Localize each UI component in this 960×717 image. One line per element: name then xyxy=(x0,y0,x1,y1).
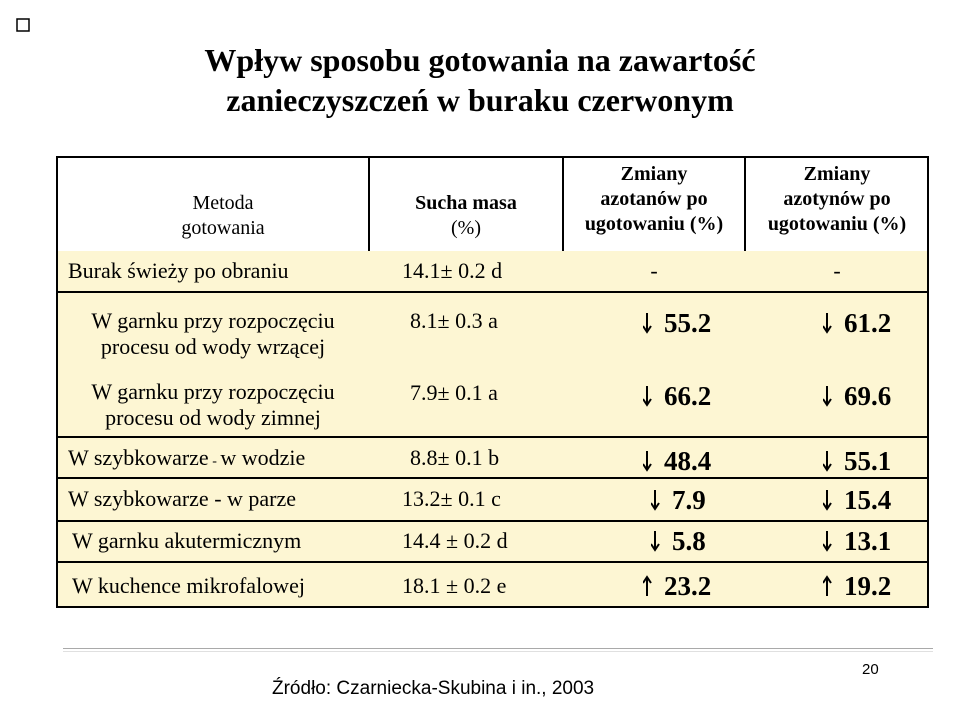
row-5-method: W garnku akutermicznym xyxy=(72,528,302,553)
row-6-nitrate: 23.2 xyxy=(643,571,711,601)
row-2-nitrite: 69.6 xyxy=(823,381,891,411)
row-2-dry: 7.9± 0.1 a xyxy=(410,380,498,405)
row-1-dry: 8.1± 0.3 a xyxy=(410,308,498,333)
fresh-dry: 14.1± 0.2 d xyxy=(402,258,503,283)
footer-divider-shadow xyxy=(63,651,933,652)
slide-title-line1: Wpływ sposobu gotowania na zawartość xyxy=(204,42,756,78)
footer-divider xyxy=(63,648,933,649)
fresh-method: Burak świeży po obraniu xyxy=(68,258,289,283)
header-nitrite: Zmiany azotynów po ugotowaniu (%) xyxy=(767,163,907,235)
row-5-nitrate: 5.8 xyxy=(651,526,706,556)
slide-title xyxy=(0,40,960,120)
row-1-nitrate: 55.2 xyxy=(643,308,711,338)
row-6-method: W kuchence mikrofalowej xyxy=(72,573,305,598)
row-divider-3 xyxy=(58,436,927,438)
row-6-dry: 18.1 ± 0.2 e xyxy=(402,573,507,598)
row-4-dry: 13.2± 0.1 c xyxy=(402,486,501,511)
down-arrow-icon xyxy=(643,311,661,335)
down-arrow-icon xyxy=(823,449,841,473)
down-arrow-icon xyxy=(823,384,841,408)
header-dry-mass: Sucha masa (%) xyxy=(415,192,517,239)
slide-bullet-icon xyxy=(16,18,32,34)
row-4-nitrate: 7.9 xyxy=(651,485,706,515)
down-arrow-icon xyxy=(651,488,669,512)
page-number: 20 xyxy=(862,661,879,678)
down-arrow-icon xyxy=(823,529,841,553)
up-arrow-icon xyxy=(823,574,841,598)
fresh-nitrite: - xyxy=(833,258,841,283)
down-arrow-icon xyxy=(823,488,841,512)
row-6-nitrite: 19.2 xyxy=(823,571,891,601)
results-table xyxy=(56,156,929,608)
row-2-nitrate: 66.2 xyxy=(643,381,711,411)
row-2-method: W garnku przy rozpoczęciu procesu od wody zimnej xyxy=(91,379,335,430)
down-arrow-icon xyxy=(643,449,661,473)
row-4-method: W szybkowarze - w parze xyxy=(68,486,297,511)
row-3-method: W szybkowarze - w wodzie xyxy=(68,445,306,470)
row-3-nitrite: 55.1 xyxy=(823,446,891,476)
row-5-nitrite: 13.1 xyxy=(823,526,891,556)
up-arrow-icon xyxy=(643,574,661,598)
row-divider-5 xyxy=(58,520,927,522)
row-3-nitrate: 48.4 xyxy=(643,446,711,476)
row-divider-4 xyxy=(58,477,927,479)
down-arrow-icon xyxy=(651,529,669,553)
down-arrow-icon xyxy=(823,311,841,335)
slide-title-line2: zanieczyszczeń w buraku czerwonym xyxy=(226,82,734,118)
fresh-nitrate: - xyxy=(650,258,658,283)
row-5-dry: 14.4 ± 0.2 d xyxy=(402,528,508,553)
source-citation: Źródło: Czarniecka-Skubina i in., 2003 xyxy=(272,678,595,699)
header-nitrate: Zmiany azotanów po ugotowaniu (%) xyxy=(584,163,724,235)
row-3-dry: 8.8± 0.1 b xyxy=(410,445,500,470)
row-1-method: W garnku przy rozpoczęciu procesu od wody wrzącej xyxy=(91,308,335,359)
header-method: Metoda gotowania xyxy=(181,192,265,239)
down-arrow-icon xyxy=(643,384,661,408)
row-divider-fresh xyxy=(58,291,927,293)
row-4-nitrite: 15.4 xyxy=(823,485,891,515)
row-divider-6 xyxy=(58,561,927,563)
row-1-nitrite: 61.2 xyxy=(823,308,891,338)
